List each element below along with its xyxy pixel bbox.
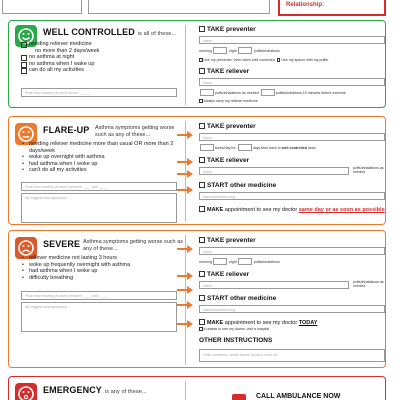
zone-title: SEVERE — [43, 239, 81, 249]
take-reliever-heading[interactable]: TAKE reliever — [199, 271, 249, 278]
peak-flow-field[interactable]: Peak flow reading (if used) between ____ and ____ — [21, 291, 177, 300]
other-instructions-heading: OTHER INSTRUCTIONS — [199, 337, 273, 344]
dose-input[interactable] — [200, 144, 214, 151]
header-strip — [0, 0, 400, 20]
checkbox[interactable] — [199, 99, 203, 103]
symptom-item: • had asthma when I woke up — [21, 161, 179, 168]
take-preventer-heading[interactable]: TAKE preventer — [199, 237, 256, 244]
relationship-label: Relationship: — [286, 2, 325, 8]
header-field-box[interactable] — [2, 0, 82, 14]
ambulance-icon — [232, 394, 246, 400]
preventer-dose-row: morning night puffs/inhalations — [199, 49, 280, 53]
zone-subtitle: Asthma symptoms getting worse such as any of these... — [95, 125, 175, 138]
take-reliever-heading[interactable]: TAKE reliever — [199, 157, 249, 164]
other-medicine-field[interactable]: Name/dose/how long — [199, 305, 385, 313]
severe-zone — [8, 230, 386, 368]
arrow-right-icon — [177, 186, 193, 194]
divider — [185, 235, 186, 365]
checkbox[interactable] — [199, 58, 203, 62]
dose-input[interactable] — [261, 89, 275, 96]
divider — [185, 381, 186, 400]
arrow-right-icon — [177, 272, 193, 280]
symptom-item: no more than 2 days/week — [35, 47, 100, 54]
triggers-field[interactable]: My triggers and symptoms — [21, 193, 177, 223]
checkbox[interactable] — [199, 295, 205, 301]
symptom-item: • can't do all my activities — [21, 167, 179, 174]
arrow-right-icon — [177, 286, 193, 294]
preventer-name-field[interactable]: Name — [199, 36, 385, 44]
take-preventer-heading[interactable]: TAKE preventer — [199, 123, 256, 130]
checkbox[interactable] — [199, 206, 205, 212]
take-preventer-heading[interactable]: TAKE preventer — [199, 26, 256, 33]
peak-flow-field[interactable]: Peak flow reading (if used) above ______ — [21, 88, 177, 97]
checkbox[interactable] — [199, 237, 205, 243]
reliever-dose-row: puffs/inhalations as needed — [353, 166, 384, 174]
checkbox[interactable] — [199, 68, 205, 74]
triggers-field[interactable]: My triggers and symptoms — [21, 302, 177, 332]
other-medicine-field[interactable]: Name/dose/how long — [199, 192, 385, 200]
dose-input[interactable] — [238, 47, 252, 54]
checkbox[interactable] — [199, 157, 205, 163]
emergency-face-icon — [15, 383, 37, 400]
dose-input[interactable] — [213, 258, 227, 265]
start-other-medicine-heading[interactable]: START other medicine — [199, 295, 276, 302]
arrow-right-icon — [177, 245, 193, 253]
preventer-notes: Use my preventer, even when well controlled Use my spacer with my puffer — [199, 58, 329, 62]
symptom-list — [21, 141, 179, 174]
reliever-name-field[interactable]: Name — [199, 281, 349, 289]
arrow-right-icon — [177, 131, 193, 139]
symptom-item: no asthma at night — [21, 54, 179, 61]
reliever-name-field[interactable]: Name — [199, 78, 385, 86]
symptom-item: needing reliever medicine — [21, 41, 179, 48]
take-reliever-heading[interactable]: TAKE reliever — [199, 68, 249, 75]
unable-note: If unable to see my doctor, visit a hospital — [199, 327, 269, 331]
checkbox[interactable] — [199, 319, 205, 325]
make-appointment-row[interactable]: MAKE appointment to see my doctor TODAY — [199, 319, 317, 326]
other-instructions-field[interactable]: Other medicines, health issues, doctor's notes etc. — [199, 349, 385, 362]
zone-subtitle: Asthma symptoms getting worse such as any of these... — [83, 239, 183, 252]
arrow-right-icon — [177, 301, 193, 309]
dose-input[interactable] — [213, 47, 227, 54]
make-appointment-row[interactable]: MAKE appointment to see my doctor same day or as soon as possible — [199, 206, 385, 213]
symptom-item: • difficulty breathing — [21, 275, 179, 282]
arrow-right-icon — [177, 158, 193, 166]
dose-input[interactable] — [200, 89, 214, 96]
symptom-item: no asthma when I wake up — [21, 61, 179, 68]
arrow-right-icon — [177, 170, 193, 178]
symptom-item: • reliever medicine not lasting 3 hours — [21, 255, 179, 262]
call-ambulance-label: CALL AMBULANCE NOW — [256, 393, 341, 400]
arrow-right-icon — [177, 320, 193, 328]
carry-note: Always carry my reliever medicine — [199, 99, 258, 103]
zone-title: WELL CONTROLLED is all of these... — [43, 27, 177, 37]
checkbox[interactable] — [199, 26, 205, 32]
checkbox[interactable] — [277, 58, 281, 62]
symptom-list — [21, 255, 179, 281]
zone-title: FLARE-UP — [43, 125, 90, 135]
dose-input[interactable] — [238, 144, 252, 151]
relationship-field[interactable] — [278, 0, 386, 16]
symptom-item: • needing reliever medicine more than usual OR more than 2 days/week — [21, 141, 179, 154]
preventer-dose-row: morning night puffs/inhalations — [199, 260, 280, 264]
well-controlled-zone — [8, 20, 386, 108]
symptom-item: • woke up overnight with asthma — [21, 154, 179, 161]
checkbox[interactable] — [199, 182, 205, 188]
peak-flow-field[interactable]: Peak flow reading (if used) between ____ and ____ — [21, 182, 177, 191]
preventer-dose-row: times/day for days then back to well controlled dose — [199, 144, 316, 151]
reliever-dose-row: puffs/inhalations as needed puffs/inhalations 15 minutes before exercise — [199, 89, 346, 96]
header-field-box[interactable] — [88, 0, 270, 14]
symptom-item: can do all my activities — [21, 67, 179, 74]
symptom-item: • had asthma when I woke up — [21, 268, 179, 275]
checkbox[interactable] — [199, 271, 205, 277]
symptom-item: • woke up frequently overnight with asthma — [21, 262, 179, 269]
divider — [185, 25, 186, 105]
reliever-name-field[interactable]: Name — [199, 167, 349, 175]
checkbox[interactable] — [199, 123, 205, 129]
reliever-dose-row: puffs/inhalations as needed — [353, 280, 384, 288]
preventer-name-field[interactable]: Name — [199, 247, 385, 255]
flare-up-zone — [8, 116, 386, 225]
checkbox[interactable] — [199, 327, 203, 331]
dose-input[interactable] — [238, 258, 252, 265]
start-other-medicine-heading[interactable]: START other medicine — [199, 182, 276, 189]
symptom-list — [21, 41, 179, 74]
zone-title: EMERGENCY is any of these... — [43, 385, 147, 395]
preventer-name-field[interactable]: Name — [199, 133, 385, 141]
